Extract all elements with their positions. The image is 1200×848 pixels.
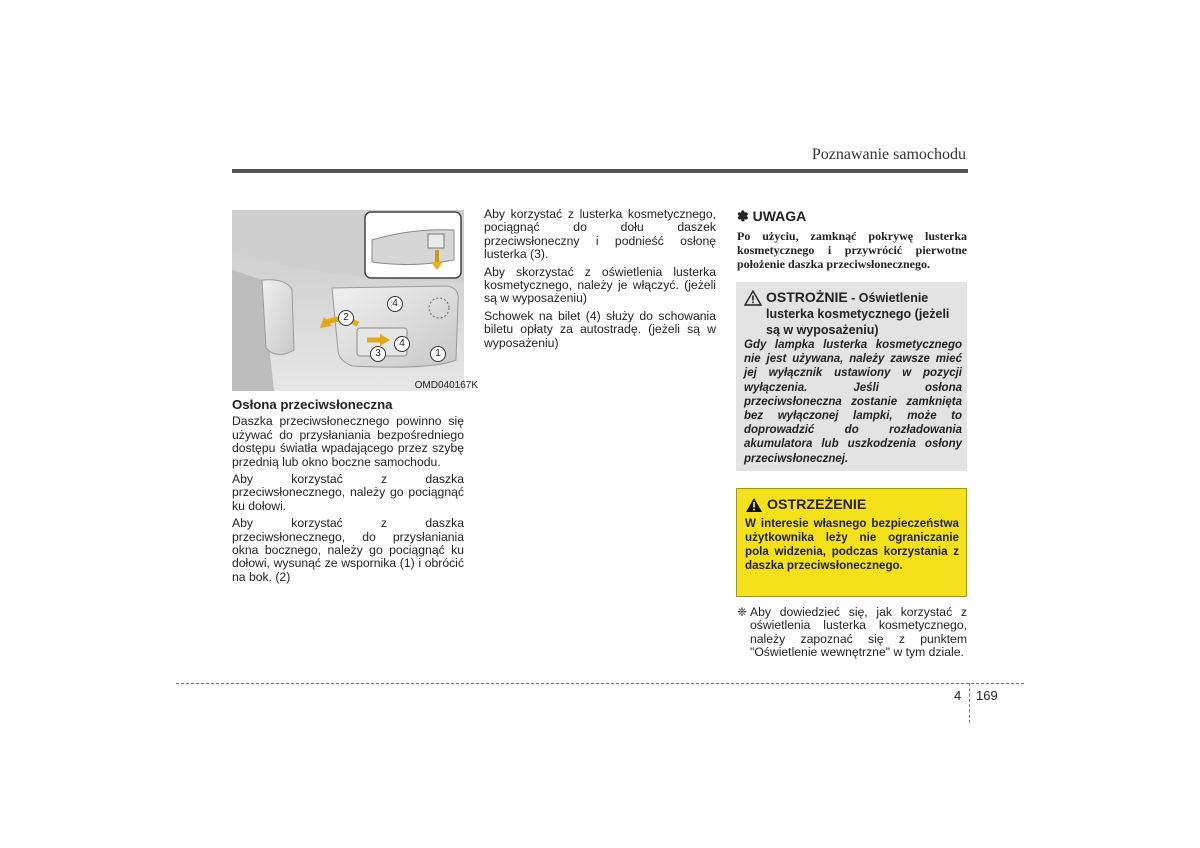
callout-4-mirror: 4 [394, 336, 410, 352]
paragraph: Schowek na bilet (4) służy do schowania biletu opłaty za autostradę. (jeżeli są w wyposażeniu) [484, 308, 716, 350]
left-column [232, 398, 464, 588]
note-heading [737, 208, 806, 225]
page-number-divider [969, 683, 970, 723]
paragraph: Aby korzystać z daszka przeciwsłonecznego, do przysłaniania okna bocznego, należy go pociągnąć ku dołowi, wysunąć ze wspornika (1) i obrócić na bok. (2) [232, 516, 464, 584]
warning-body: W interesie własnego bezpieczeństwa użytkownika leży nie ograniczanie pola widzenia, podczas korzystania z daszka przeciwsłonecznego. [745, 517, 959, 572]
note-body: Po użyciu, zamknąć pokrywę lusterka kosmetycznego i przywrócić pierwotne położenie daszka przeciwsłonecznego. [737, 229, 967, 271]
warning-title: OSTRZEŻENIE [767, 497, 867, 513]
figure-code: OMD040167K [414, 380, 478, 391]
paragraph: Daszka przeciwsłonecznego powinno się używać do przysłaniania bezpośredniego dostępu światła wpadającego przez szybę przednią lub okno boczne samochodu. [232, 414, 464, 469]
footnote-mark: ❈ [737, 605, 748, 619]
caution-box [736, 282, 967, 471]
paragraph: Aby skorzystać z oświetlenia lusterka kosmetycznego, należy je włączyć. (jeżeli są w wyposażeniu) [484, 264, 716, 306]
note-mark: ✽ [737, 208, 749, 224]
caution-heading [766, 290, 962, 338]
header-rule [232, 169, 968, 173]
page-number: 169 [976, 688, 998, 703]
footnote [737, 606, 967, 660]
caution-triangle-icon [744, 290, 762, 306]
chapter-number: 4 [954, 688, 962, 703]
caution-body: Gdy lampka lusterka kosmetycznego nie jest używana, należy zawsze mieć jej wyłącznik ustawiony w pozycji wyłączenia. Jeśli osłona przeciwsłoneczna zostanie zamknięta bez wyłączonej lampki, może to doprowadzić do rozładowania akumulatora lub uszkodzenia osłony przeciwsłonecznej. [744, 339, 962, 465]
paragraph: Aby korzystać z lusterka kosmetycznego, pociągnąć do dołu daszek przeciwsłoneczny i podnieść osłonę lusterka (3). [484, 207, 716, 262]
callout-1: 1 [430, 346, 446, 362]
middle-column [484, 208, 716, 354]
footer-divider [176, 683, 1024, 684]
paragraph: Aby korzystać z daszka przeciwsłonecznego, należy go pociągnąć ku dołowi. [232, 472, 464, 513]
sun-visor-drawing [232, 210, 464, 391]
footnote-text: Aby dowiedzieć się, jak korzystać z oświetlenia lusterka kosmetycznego, należy zapoznać się z punktem "Oświetlenie wewnętrzne" w tym dziale. [750, 605, 967, 660]
caution-label: OSTROŻNIE [766, 289, 848, 305]
note-title: UWAGA [752, 208, 807, 224]
caution-subtitle: - Oświetlenie lusterka kosmetycznego (jeżeli są w wyposażeniu) [766, 291, 950, 337]
warning-box [736, 488, 967, 597]
page-header-title: Poznawanie samochodu [811, 146, 966, 163]
sun-visor-illustration [232, 210, 464, 391]
warning-triangle-icon [745, 497, 763, 513]
callout-4-top: 4 [387, 296, 403, 312]
section-heading: Osłona przeciwsłoneczna [232, 397, 393, 412]
callout-2: 2 [338, 310, 354, 326]
callout-3: 3 [370, 346, 386, 362]
